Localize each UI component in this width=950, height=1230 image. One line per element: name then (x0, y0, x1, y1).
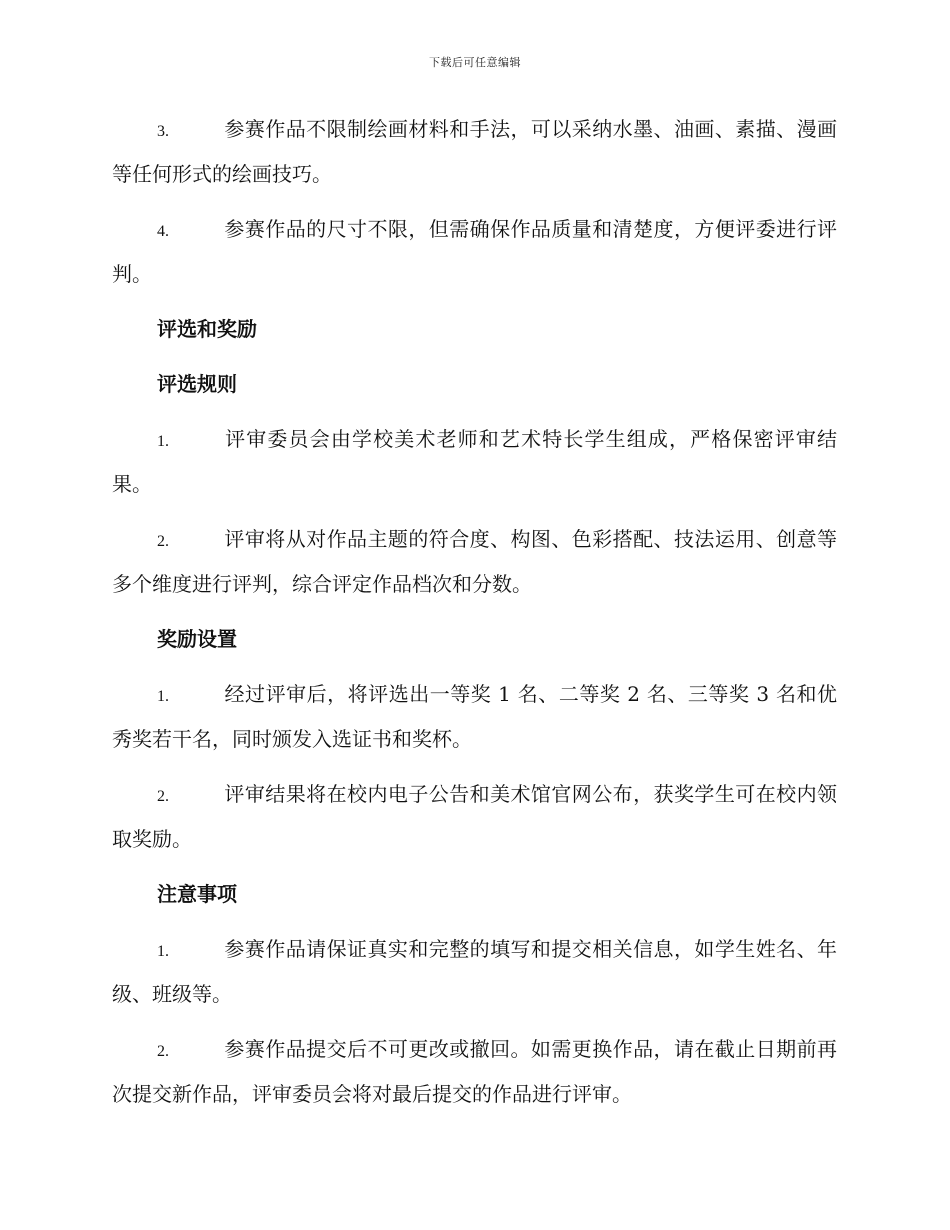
item-number: 1. (157, 688, 169, 705)
document-body (112, 108, 837, 1128)
item-number: 3. (157, 123, 169, 140)
section-heading: 注意事项 (157, 882, 237, 906)
item-number: 1. (157, 943, 169, 960)
item-number: 2. (157, 788, 169, 805)
item-text: 参赛作品提交后不可更改或撤回。如需更换作品，请在截止日期前再次提交新作品，评审委员会将对最后提交的作品进行评审。 (112, 1037, 837, 1106)
list-item (112, 1028, 837, 1115)
list-item (112, 773, 837, 860)
list-item (112, 108, 837, 195)
list-item (112, 418, 837, 505)
subsection-heading: 评选规则 (157, 372, 237, 396)
item-number: 1. (157, 433, 169, 450)
list-item (112, 518, 837, 605)
item-text: 经过评审后，将评选出一等奖 1 名、二等奖 2 名、三等奖 3 名和优秀奖若干名，同时颁发入选证书和奖杯。 (112, 682, 837, 751)
item-text: 评审将从对作品主题的符合度、构图、色彩搭配、技法运用、创意等多个维度进行评判，综合评定作品档次和分数。 (112, 527, 837, 596)
item-number: 4. (157, 223, 169, 240)
section-heading: 评选和奖励 (157, 317, 257, 341)
page-header: 下载后可任意编辑 (429, 56, 521, 69)
subsection-heading: 奖励设置 (157, 627, 237, 651)
item-number: 2. (157, 533, 169, 550)
item-text: 参赛作品不限制绘画材料和手法，可以采纳水墨、油画、素描、漫画等任何形式的绘画技巧。 (112, 117, 837, 186)
item-text: 参赛作品的尺寸不限，但需确保作品质量和清楚度，方便评委进行评判。 (112, 217, 837, 286)
list-item (112, 928, 837, 1015)
item-text: 参赛作品请保证真实和完整的填写和提交相关信息，如学生姓名、年级、班级等。 (112, 937, 837, 1006)
list-item (112, 208, 837, 295)
item-number: 2. (157, 1043, 169, 1060)
item-text: 评审结果将在校内电子公告和美术馆官网公布，获奖学生可在校内领取奖励。 (112, 782, 837, 851)
item-text: 评审委员会由学校美术老师和艺术特长学生组成，严格保密评审结果。 (112, 427, 837, 496)
list-item (112, 673, 837, 760)
